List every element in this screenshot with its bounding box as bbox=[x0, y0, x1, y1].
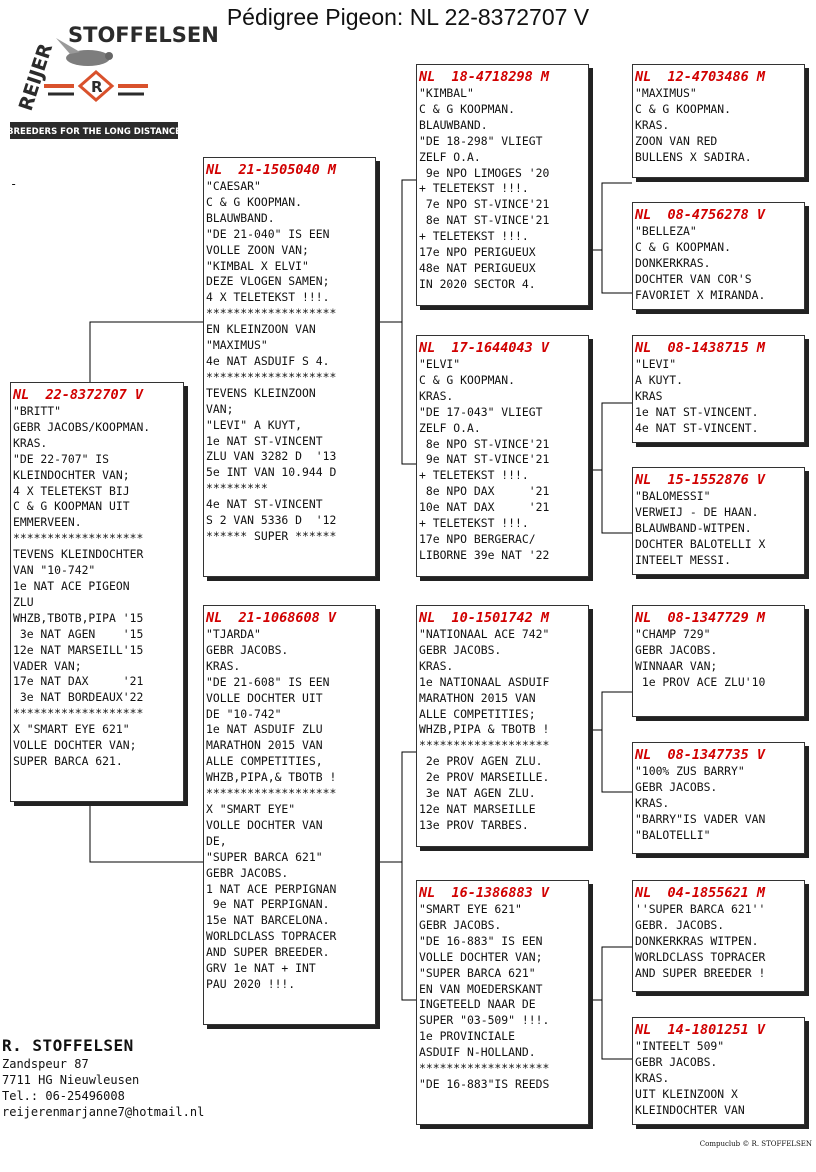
card-line: "DE 17-043" VLIEGT bbox=[419, 404, 543, 419]
card-line: WHZB,TBOTB,PIPA '15 bbox=[13, 610, 144, 625]
card-line: 1e PROV ACE ZLU'10 bbox=[635, 674, 766, 689]
breeder-email[interactable]: reijerenmarjanne7@hotmail.nl bbox=[2, 1105, 205, 1119]
card-line: BLAUWBAND. bbox=[206, 210, 275, 225]
card-lines bbox=[635, 489, 802, 569]
ring-number: NL 10-1501742 M bbox=[419, 610, 550, 626]
card-line: GRV 1e NAT + INT bbox=[206, 961, 316, 976]
card-line: AND SUPER BREEDER. bbox=[206, 945, 330, 960]
card-line: GEBR JACOBS. bbox=[206, 642, 289, 657]
card-line: VOLLE ZOON VAN; bbox=[206, 242, 309, 257]
card-line: "KIMBAL" bbox=[419, 86, 474, 100]
breeder-contact bbox=[2, 1036, 204, 1120]
card-lines bbox=[635, 224, 802, 304]
card-line: C & G KOOPMAN. bbox=[635, 239, 732, 254]
card-line: DOCHTER VAN COR'S bbox=[635, 271, 752, 286]
dash-mark: - bbox=[10, 177, 18, 191]
card-line: KRAS. bbox=[635, 1070, 670, 1085]
card-line: 17e NPO BERGERAC/ bbox=[419, 531, 536, 546]
card-lines bbox=[635, 86, 802, 166]
page-title: Pédigree Pigeon: NL 22-8372707 V bbox=[226, 4, 590, 30]
card-line: "DE 16-883" IS EEN bbox=[419, 933, 543, 948]
ring-number: NL 08-1438715 M bbox=[635, 340, 766, 356]
card-lines bbox=[635, 1039, 802, 1119]
card-line: 12e NAT MARSEILLE bbox=[419, 801, 536, 816]
ring-number: NL 08-1347735 V bbox=[635, 747, 766, 763]
ring-number: NL 08-4756278 V bbox=[635, 207, 766, 223]
card-line: GEBR. JACOBS. bbox=[635, 917, 725, 932]
pedigree-card-father-mother bbox=[416, 335, 589, 577]
card-line: 15e NAT BARCELONA. bbox=[206, 913, 330, 928]
card-line: DOCHTER BALOTELLI X bbox=[635, 536, 766, 551]
card-line: X "SMART EYE 621" bbox=[13, 722, 130, 737]
card-line: BULLENS X SADIRA. bbox=[635, 149, 752, 164]
copyright-note: Compuclub © R. STOFFELSEN bbox=[699, 1140, 812, 1148]
card-line: KRAS. bbox=[13, 435, 48, 450]
breeder-name: R. STOFFELSEN bbox=[2, 1036, 134, 1055]
card-line: ALLE COMPETITIES, bbox=[206, 754, 323, 769]
card-line: "DE 18-298" VLIEGT bbox=[419, 133, 543, 148]
card-lines bbox=[206, 179, 373, 545]
pedigree-card-father-father bbox=[416, 64, 589, 306]
card-line: ''SUPER BARCA 621'' bbox=[635, 902, 766, 916]
card-line: 17e NPO PERIGUEUX bbox=[419, 245, 536, 260]
card-line: EMMERVEEN. bbox=[13, 515, 82, 530]
card-line: 12e NAT MARSEILL'15 bbox=[13, 642, 144, 657]
card-line: 13e PROV TARBES. bbox=[419, 817, 529, 832]
card-line: KRAS. bbox=[419, 658, 454, 673]
card-line: 7e NPO ST-VINCE'21 bbox=[419, 197, 550, 212]
card-line: KRAS. bbox=[635, 117, 670, 132]
card-line: 9e NAT ST-VINCE'21 bbox=[419, 452, 550, 467]
card-line: ******************* bbox=[206, 369, 337, 384]
card-line: "ELVI" bbox=[419, 357, 461, 371]
card-lines bbox=[635, 902, 802, 982]
card-line: DE, bbox=[206, 833, 227, 848]
card-line: INGETEELD NAAR DE bbox=[419, 997, 536, 1012]
card-lines bbox=[635, 764, 802, 844]
ring-number: NL 08-1347729 M bbox=[635, 610, 766, 626]
card-line: 2e PROV MARSEILLE. bbox=[419, 770, 550, 785]
card-lines bbox=[206, 627, 373, 993]
card-line: VOLLE DOCHTER VAN; bbox=[419, 949, 543, 964]
card-line: 1e NAT ST-VINCENT. bbox=[635, 404, 759, 419]
ring-number: NL 12-4703486 M bbox=[635, 69, 766, 85]
card-line: VOLLE DOCHTER VAN; bbox=[13, 738, 137, 753]
pedigree-card-father bbox=[203, 157, 376, 577]
card-line: ******************* bbox=[13, 706, 144, 721]
card-line: "SMART EYE 621" bbox=[419, 902, 522, 916]
card-line: "MAXIMUS" bbox=[206, 338, 268, 353]
card-line: 3e NAT AGEN '15 bbox=[13, 626, 144, 641]
card-line: TEVENS KLEINZOON bbox=[206, 385, 316, 400]
card-line: WHZB,PIPA & TBOTB ! bbox=[419, 722, 550, 737]
card-line: C & G KOOPMAN UIT bbox=[13, 499, 130, 514]
card-line: "DE 21-608" IS EEN bbox=[206, 674, 330, 689]
card-line: BLAUWBAND-WITPEN. bbox=[635, 520, 752, 535]
card-line: ******************* bbox=[419, 1061, 550, 1076]
card-line: WHZB,PIPA,& TBOTB ! bbox=[206, 770, 337, 785]
card-line: ******************* bbox=[419, 738, 550, 753]
pedigree-card-mother bbox=[203, 605, 376, 1025]
card-line: MARATHON 2015 VAN bbox=[206, 738, 323, 753]
card-line: GEBR JACOBS. bbox=[635, 779, 718, 794]
card-line: "BALOTELLI" bbox=[635, 827, 711, 842]
card-line: ****** SUPER ****** bbox=[206, 528, 337, 543]
card-line: "KIMBAL X ELVI" bbox=[206, 258, 309, 273]
ring-number: NL 18-4718298 M bbox=[419, 69, 550, 85]
card-line: ********* bbox=[206, 481, 268, 496]
card-line: 2e PROV AGEN ZLU. bbox=[419, 754, 543, 769]
card-line: IN 2020 SECTOR 4. bbox=[419, 276, 536, 291]
ring-number: NL 17-1644043 V bbox=[419, 340, 550, 356]
card-line: GEBR JACOBS. bbox=[635, 1054, 718, 1069]
card-line: INTEELT MESSI. bbox=[635, 552, 732, 567]
card-line: 1 NAT ACE PERPIGNAN bbox=[206, 881, 337, 896]
card-lines bbox=[419, 902, 586, 1093]
ring-number: NL 21-1505040 M bbox=[206, 162, 337, 178]
card-line: DEZE VLOGEN SAMEN; bbox=[206, 274, 330, 289]
card-line: C & G KOOPMAN. bbox=[419, 101, 516, 116]
card-line: 5e INT VAN 10.944 D bbox=[206, 465, 337, 480]
card-line: MARATHON 2015 VAN bbox=[419, 690, 536, 705]
card-line: KRAS. bbox=[419, 388, 454, 403]
card-line: GEBR JACOBS. bbox=[419, 917, 502, 932]
card-line: 4e NAT ST-VINCENT. bbox=[635, 420, 759, 435]
card-line: VAN; bbox=[206, 401, 234, 416]
pedigree-card-ggp-4 bbox=[632, 467, 805, 575]
card-line: "BARRY"IS VADER VAN bbox=[635, 811, 766, 826]
card-line: WINNAAR VAN; bbox=[635, 658, 718, 673]
card-line: GEBR JACOBS/KOOPMAN. bbox=[13, 419, 151, 434]
card-line: UIT KLEINZOON X bbox=[635, 1086, 738, 1101]
card-line: "NATIONAAL ACE 742" bbox=[419, 627, 550, 641]
card-line: 3e NAT AGEN ZLU. bbox=[419, 786, 536, 801]
svg-text:R: R bbox=[91, 78, 103, 96]
card-line: GEBR JACOBS. bbox=[419, 642, 502, 657]
card-line: "BELLEZA" bbox=[635, 224, 697, 238]
ring-number: NL 21-1068608 V bbox=[206, 610, 337, 626]
card-line: 1e NAT ST-VINCENT bbox=[206, 433, 323, 448]
card-line: ******************* bbox=[206, 786, 337, 801]
card-lines bbox=[419, 357, 586, 564]
card-line: 8e NPO ST-VINCE'21 bbox=[419, 436, 550, 451]
card-line: "MAXIMUS" bbox=[635, 86, 697, 100]
card-line: KRAS. bbox=[635, 795, 670, 810]
card-lines bbox=[419, 86, 586, 293]
card-line: VOLLE DOCHTER UIT bbox=[206, 690, 323, 705]
card-line: DONKERKRAS. bbox=[635, 255, 711, 270]
card-line: S 2 VAN 5336 D '12 bbox=[206, 513, 337, 528]
card-line: ZLU bbox=[13, 594, 34, 609]
ring-number: NL 16-1386883 V bbox=[419, 885, 550, 901]
logo-top-text: STOFFELSEN bbox=[68, 23, 219, 47]
card-line: C & G KOOPMAN. bbox=[635, 101, 732, 116]
card-line: "TJARDA" bbox=[206, 627, 261, 641]
card-line: VADER VAN; bbox=[13, 658, 82, 673]
card-line: BLAUWBAND. bbox=[419, 117, 488, 132]
card-line: DE "10-742" bbox=[206, 706, 282, 721]
card-line: + TELETEKST !!!. bbox=[419, 181, 529, 196]
card-line: "LEVI" A KUYT, bbox=[206, 417, 303, 432]
pedigree-card-mother-mother bbox=[416, 880, 589, 1125]
card-line: 3e NAT BORDEAUX'22 bbox=[13, 690, 144, 705]
card-line: VERWEIJ - DE HAAN. bbox=[635, 504, 759, 519]
card-line: EN KLEINZOON VAN bbox=[206, 322, 316, 337]
card-line: KLEINDOCHTER VAN; bbox=[13, 467, 130, 482]
card-line: AND SUPER BREEDER ! bbox=[635, 965, 766, 980]
breeder-street: Zandspeur 87 bbox=[2, 1057, 89, 1071]
card-line: ZOON VAN RED bbox=[635, 133, 718, 148]
card-line: ZELF O.A. bbox=[419, 149, 481, 164]
card-line: 8e NPO DAX '21 bbox=[419, 484, 550, 499]
card-line: TEVENS KLEINDOCHTER bbox=[13, 547, 144, 562]
card-line: GEBR JACOBS. bbox=[635, 642, 718, 657]
card-line: 1e PROVINCIALE bbox=[419, 1029, 516, 1044]
card-lines bbox=[13, 404, 181, 770]
card-line: 4 X TELETEKST BIJ bbox=[13, 483, 130, 498]
card-line: LIBORNE 39e NAT '22 bbox=[419, 547, 550, 562]
card-line: A KUYT. bbox=[635, 372, 684, 387]
card-line: EN VAN MOEDERSKANT bbox=[419, 981, 543, 996]
card-lines bbox=[635, 627, 802, 691]
card-line: "INTEELT 509" bbox=[635, 1039, 725, 1053]
card-line: "CHAMP 729" bbox=[635, 627, 711, 641]
card-line: 4e NAT ST-VINCENT bbox=[206, 497, 323, 512]
card-line: VAN "10-742" bbox=[13, 563, 96, 578]
card-line: SUPER BARCA 621. bbox=[13, 753, 123, 768]
card-line: C & G KOOPMAN. bbox=[419, 372, 516, 387]
pedigree-card-ggp-2 bbox=[632, 202, 805, 310]
card-lines bbox=[419, 627, 586, 834]
card-lines bbox=[635, 357, 802, 437]
pedigree-card-ggp-3 bbox=[632, 335, 805, 443]
pedigree-card-ggp-8 bbox=[632, 1017, 805, 1125]
card-line: KLEINDOCHTER VAN bbox=[635, 1102, 745, 1117]
card-line: "BALOMESSI" bbox=[635, 489, 711, 503]
card-line: DONKERKRAS WITPEN. bbox=[635, 933, 759, 948]
breeder-phone: Tel.: 06-25496008 bbox=[2, 1089, 125, 1103]
card-line: 9e NPO LIMOGES '20 bbox=[419, 165, 550, 180]
card-line: "LEVI" bbox=[635, 357, 677, 371]
card-line: 10e NAT DAX '21 bbox=[419, 500, 550, 515]
card-line: WORLDCLASS TOPRACER bbox=[206, 929, 337, 944]
card-line: SUPER "03-509" !!!. bbox=[419, 1013, 550, 1028]
ring-number: NL 04-1855621 M bbox=[635, 885, 766, 901]
pedigree-card-mother-father bbox=[416, 605, 589, 847]
card-line: 1e NATIONAAL ASDUIF bbox=[419, 674, 550, 689]
card-line: "SUPER BARCA 621" bbox=[206, 849, 323, 864]
ring-number: NL 15-1552876 V bbox=[635, 472, 766, 488]
card-line: ZLU VAN 3282 D '13 bbox=[206, 449, 337, 464]
card-line: ******************* bbox=[13, 531, 144, 546]
card-line: ******************* bbox=[206, 306, 337, 321]
pedigree-card-ggp-7 bbox=[632, 880, 805, 992]
card-line: X "SMART EYE" bbox=[206, 801, 296, 816]
pedigree-card-ggp-6 bbox=[632, 742, 805, 854]
logo-banner-text: BREEDERS FOR THE LONG DISTANCE bbox=[7, 127, 181, 137]
card-line: 8e NAT ST-VINCE'21 bbox=[419, 213, 550, 228]
card-line: "SUPER BARCA 621" bbox=[419, 965, 536, 980]
pedigree-card-ggp-1 bbox=[632, 64, 805, 178]
card-line: KRAS bbox=[635, 388, 663, 403]
pedigree-card-ggp-5 bbox=[632, 605, 805, 717]
card-line: "DE 21-040" IS EEN bbox=[206, 226, 330, 241]
logo-side-text: REIJER bbox=[14, 40, 58, 114]
card-line: WORLDCLASS TOPRACER bbox=[635, 949, 766, 964]
card-line: 4e NAT ASDUIF S 4. bbox=[206, 353, 330, 368]
card-line: 4 X TELETEKST !!!. bbox=[206, 290, 330, 305]
pedigree-card-subject bbox=[10, 382, 184, 802]
card-line: VOLLE DOCHTER VAN bbox=[206, 817, 323, 832]
card-line: 1e NAT ACE PIGEON bbox=[13, 578, 130, 593]
card-line: + TELETEKST !!!. bbox=[419, 229, 529, 244]
card-line: 9e NAT PERPIGNAN. bbox=[206, 897, 330, 912]
card-line: FAVORIET X MIRANDA. bbox=[635, 287, 766, 302]
card-line: ASDUIF N-HOLLAND. bbox=[419, 1045, 536, 1060]
card-line: "100% ZUS BARRY" bbox=[635, 764, 745, 778]
ring-number: NL 22-8372707 V bbox=[13, 387, 144, 403]
ring-number: NL 14-1801251 V bbox=[635, 1022, 766, 1038]
card-line: GEBR JACOBS. bbox=[206, 865, 289, 880]
card-line: "BRITT" bbox=[13, 404, 62, 418]
card-line: ZELF O.A. bbox=[419, 420, 481, 435]
card-line: + TELETEKST !!!. bbox=[419, 468, 529, 483]
card-line: "CAESAR" bbox=[206, 179, 261, 193]
card-line: 48e NAT PERIGUEUX bbox=[419, 260, 536, 275]
card-line: PAU 2020 !!!. bbox=[206, 976, 296, 991]
card-line: "DE 16-883"IS REEDS bbox=[419, 1076, 550, 1091]
card-line: ALLE COMPETITIES; bbox=[419, 706, 536, 721]
card-line: C & G KOOPMAN. bbox=[206, 194, 303, 209]
card-line: 17e NAT DAX '21 bbox=[13, 674, 144, 689]
card-line: 1e NAT ASDUIF ZLU bbox=[206, 722, 323, 737]
breeder-city: 7711 HG Nieuwleusen bbox=[2, 1073, 140, 1087]
card-line: + TELETEKST !!!. bbox=[419, 516, 529, 531]
card-line: KRAS. bbox=[206, 658, 241, 673]
card-line: "DE 22-707" IS bbox=[13, 451, 110, 466]
